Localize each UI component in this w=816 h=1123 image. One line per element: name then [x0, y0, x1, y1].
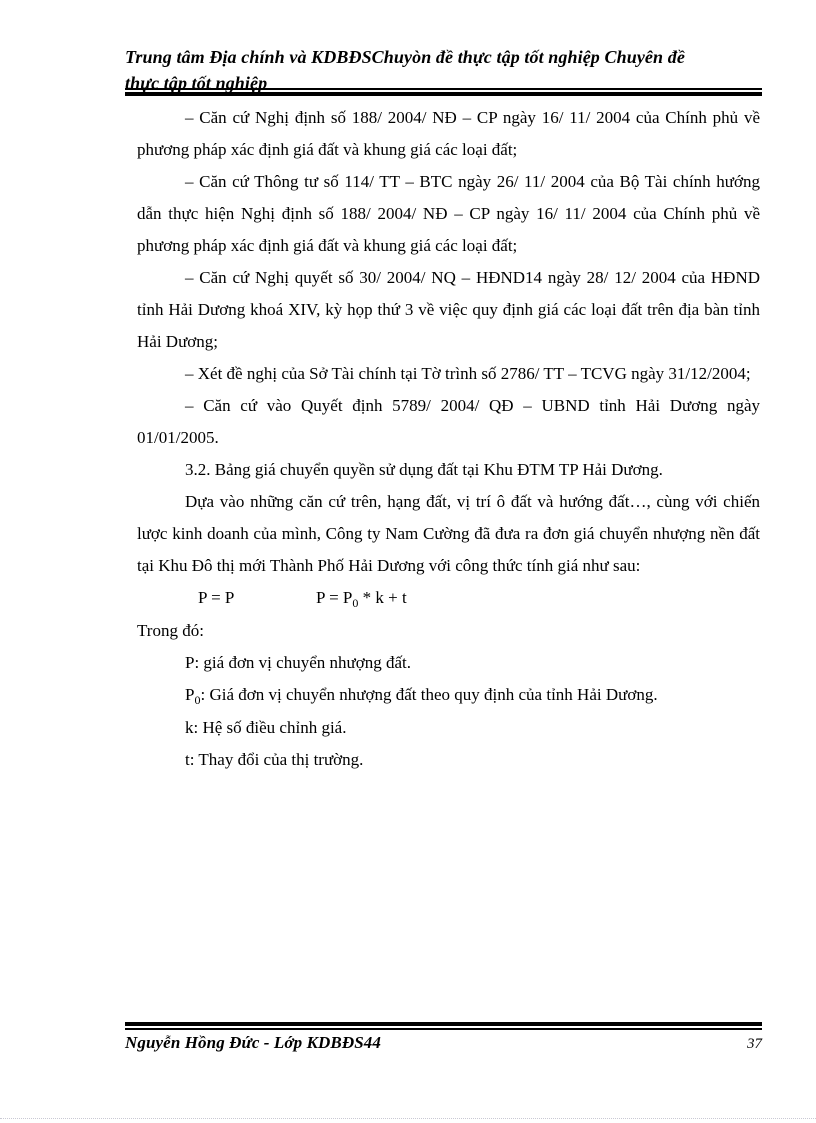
- definition-p0-tail: : Giá đơn vị chuyển nhượng đất theo quy định của tỉnh Hải Dương.: [200, 685, 658, 704]
- footer-author: Nguyễn Hồng Đức - Lớp KDBĐS44: [125, 1033, 381, 1052]
- where-label: Trong đó:: [137, 621, 204, 640]
- formula-right-tail: * k + t: [358, 588, 407, 607]
- section-heading: 3.2. Bảng giá chuyển quyền sử dụng đất tại Khu ĐTM TP Hải Dương.: [185, 460, 663, 479]
- footer-rule: [125, 1022, 762, 1030]
- definition-p: P: giá đơn vị chuyển nhượng đất.: [185, 653, 411, 672]
- definition-p0-base: P: [185, 685, 195, 704]
- header-rule: [125, 88, 762, 96]
- legal-basis-paragraph: – Căn cứ Nghị định số 188/ 2004/ NĐ – CP ngày 16/ 11/ 2004 của Chính phủ về phương pháp xác định giá đất và khung giá các loại đất;: [137, 108, 760, 159]
- legal-basis-paragraph: – Căn cứ vào Quyết định 5789/ 2004/ QĐ – UBND tỉnh Hải Dương ngày 01/01/2005.: [137, 396, 760, 447]
- formula-right: [316, 588, 407, 610]
- definition-k: k: Hệ số điều chỉnh giá.: [185, 718, 347, 737]
- document-body: [137, 102, 760, 776]
- page-number: 37: [747, 1036, 762, 1052]
- page-break-dotted-line: [0, 1118, 816, 1119]
- definition-p0-subscript: 0: [194, 693, 201, 707]
- definition-t: t: Thay đổi của thị trường.: [185, 750, 364, 769]
- price-formula-line: [137, 582, 760, 615]
- legal-basis-paragraph: – Căn cứ Nghị quyết số 30/ 2004/ NQ – HĐND14 ngày 28/ 12/ 2004 của HĐND tỉnh Hải Dương khoá XIV, kỳ họp thứ 3 về việc quy định giá các loại đất trên địa bàn tỉnh Hải Dương;: [137, 268, 760, 351]
- formula-right-base: P = P: [316, 588, 353, 607]
- formula-subscript: 0: [352, 596, 359, 610]
- legal-basis-paragraph: – Xét đề nghị của Sở Tài chính tại Tờ trình số 2786/ TT – TCVG ngày 31/12/2004;: [185, 364, 751, 383]
- header-line-1: Trung tâm Địa chính và KDBĐSChuyòn đề thực tập tốt nghiệp Chuyên đề: [125, 47, 685, 67]
- formula-left: P = P: [198, 588, 234, 607]
- page-footer: [125, 1033, 762, 1053]
- intro-paragraph: Dựa vào những căn cứ trên, hạng đất, vị trí ô đất và hướng đất…, cùng với chiến lược kinh doanh của mình, Công ty Nam Cường đã đưa ra đơn giá chuyển nhượng nền đất tại Khu Đô thị mới Thành Phố Hải Dương với công thức tính giá như sau:: [137, 492, 760, 575]
- definition-p0: [137, 679, 760, 712]
- legal-basis-paragraph: – Căn cứ Thông tư số 114/ TT – BTC ngày 26/ 11/ 2004 của Bộ Tài chính hướng dẫn thực hiện Nghị định số 188/ 2004/ NĐ – CP ngày 16/ 11/ 2004 của Chính phủ về phương pháp xác định giá đất và khung giá các loại đất;: [137, 172, 760, 255]
- header-line-2: thực tập tốt nghiệp: [125, 73, 268, 93]
